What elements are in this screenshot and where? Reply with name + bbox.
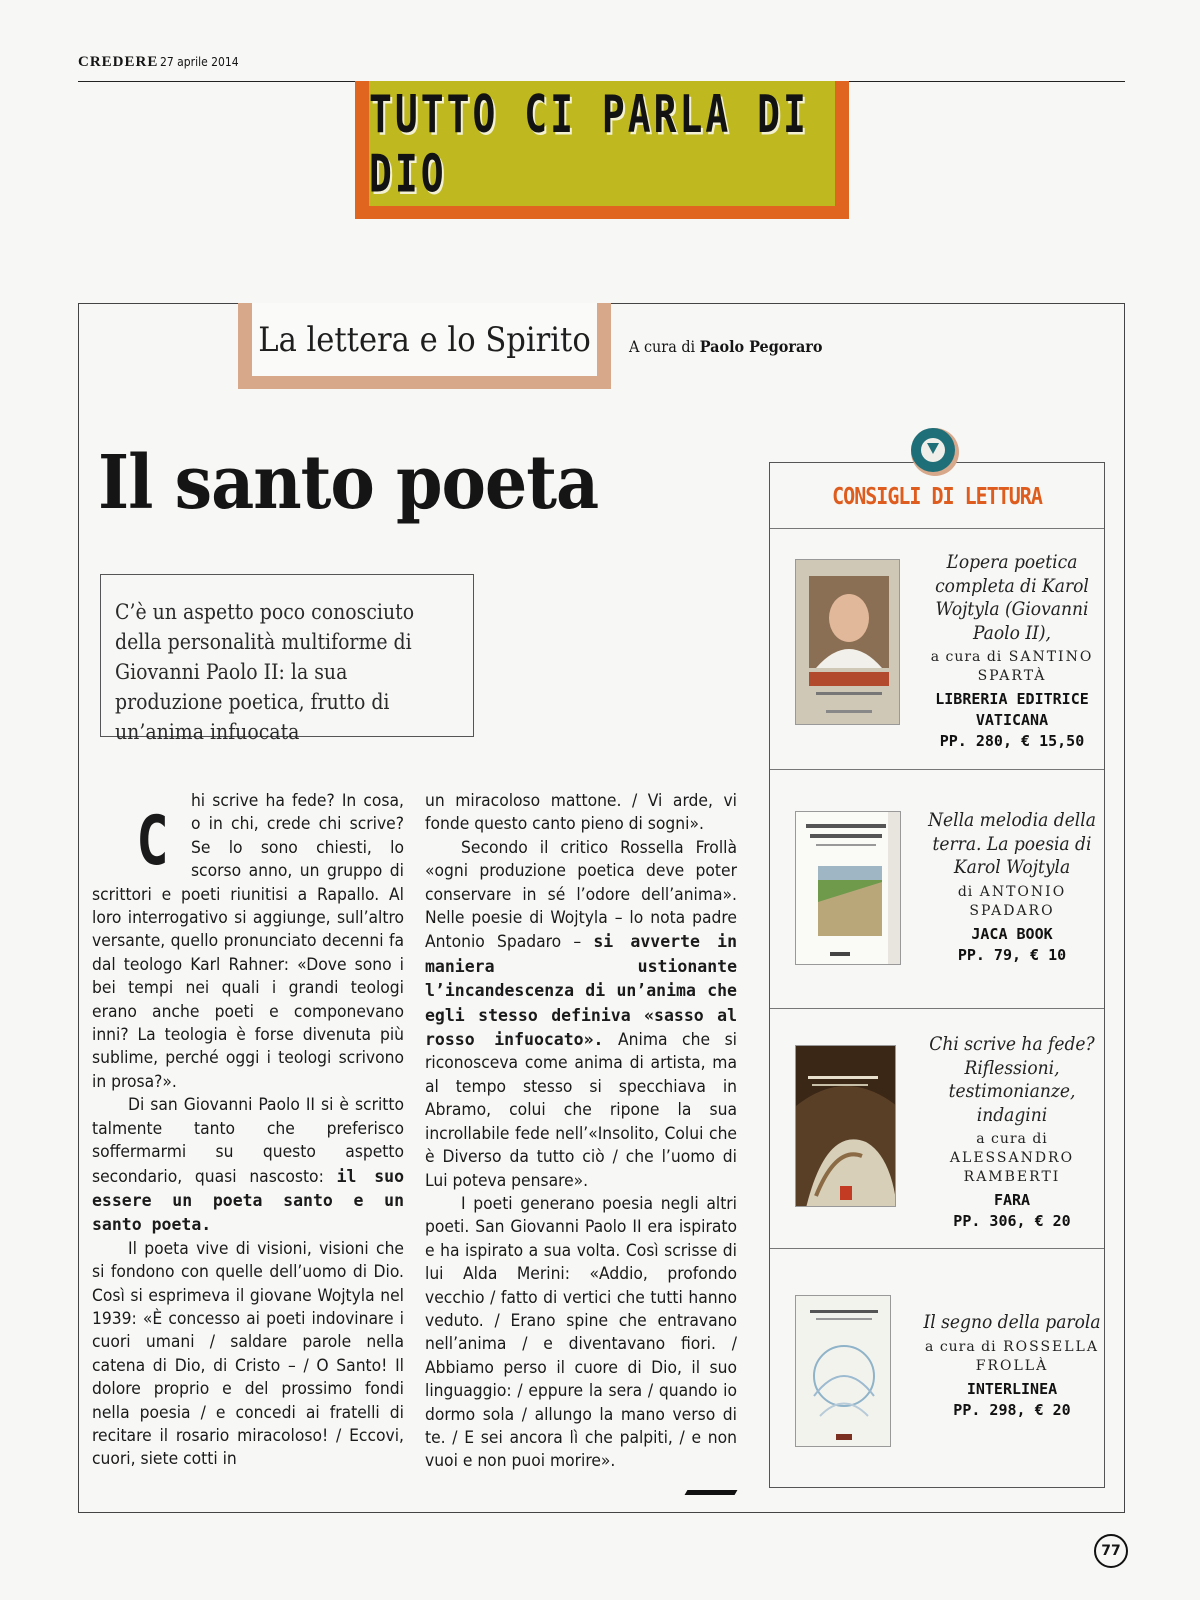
curator-prefix: A cura di — [629, 337, 696, 356]
body-paragraph: Il poeta vive di visioni, visioni che si fondono con quelle dell’uomo di Dio. Così si esprimeva il giovane Wojtyla nel 1939: «È concesso ai poeti indovinare i cuori umani / saldare parole nella catena di Dio, di Cristo – / O Santo! Il dolore proprio e del prossimo fondi nella poesia / e concedi ai fratelli di recitare il rosario miracoloso! / Eccovi, cuori, siete cotti in — [92, 1238, 404, 1470]
body-paragraph: I poeti generano poesia negli altri poeti. San Giovanni Paolo II era ispirato e ha ispirato a sua volta. Così scrisse di lui Alda Merini: «Addio, profondo vecchio / fatto di vertici che tutti hanno veduto. / Erano spine che entravano nell’anima / e diventavano fiori. / Abbiamo perso il cuore di Dio, il suo linguaggio: / eppure la sera / quando io dormo sola / allungo la mano verso di te. / E sei ancora lì che palpiti, / e non vuoi e non puoi morire». — [425, 1193, 737, 1472]
book-info — [918, 1033, 1106, 1232]
body-column-1 — [92, 790, 404, 1472]
book-cover — [795, 1045, 896, 1207]
body-paragraph — [92, 790, 404, 1094]
book-publisher: FARA — [993, 1191, 1031, 1209]
cathedral-icon — [796, 1046, 896, 1207]
end-of-article-mark — [685, 1490, 738, 1495]
book-price: PP. 298, € 20 — [953, 1400, 1071, 1419]
divider — [770, 1248, 1104, 1249]
book-price: PP. 280, € 15,50 — [939, 732, 1085, 750]
book-price: PP. 306, € 20 — [953, 1212, 1071, 1230]
book-cover — [795, 1295, 891, 1447]
standfirst: C’è un aspetto poco conosciuto della personalità multiforme di Giovanni Paolo II: la sua produzione poetica, frutto di un’anima infuocata — [100, 574, 474, 737]
book-cover — [795, 559, 900, 725]
book-info — [918, 1311, 1106, 1421]
body-paragraph: un miracoloso mattone. / Vi arde, vi fonde questo canto pieno di sogni». — [425, 791, 737, 835]
book-publisher: INTERLINEA — [966, 1379, 1058, 1398]
book-price: PP. 79, € 10 — [957, 945, 1067, 964]
divider — [770, 769, 1104, 770]
paragraph-text: Di san Giovanni Paolo II si è scritto talmente tanto che preferisco soffermarmi su questo aspetto secondario, quasi nascosto: — [92, 1095, 404, 1187]
book-title: L’opera poetica completa di Karol Wojtyla (Giovanni Paolo II), — [935, 551, 1089, 644]
reading-tips-box — [769, 462, 1105, 1488]
book-title: Nella melodia della terra. La poesia di Karol Wojtyla — [928, 809, 1096, 878]
book-curator: a cura di SANTINO SPARTÀ — [930, 649, 1094, 684]
highlight-text: il suo essere un poeta santo e un santo poeta. — [92, 1166, 405, 1235]
portrait-icon — [796, 560, 900, 725]
book-curator: a cura di ALESSANDRO RAMBERTI — [949, 1131, 1075, 1185]
page-number — [1094, 1534, 1128, 1568]
body-column-2 — [425, 790, 737, 1474]
drop-cap: C — [136, 802, 169, 881]
download-arrow-icon — [911, 428, 959, 476]
book-publisher: JACA BOOK — [971, 924, 1053, 943]
book-info — [918, 551, 1106, 752]
reading-tips-title: CONSIGLI DI LETTURA — [832, 481, 1042, 510]
highlight-text: si avverte in maniera ustionante l’incandescenza di un’anima che egli stesso definiva «sasso al rosso infuocato». — [425, 932, 738, 1050]
page-number-text: 77 — [1101, 1543, 1121, 1559]
section-banner — [355, 81, 849, 219]
curator-name: Paolo Pegoraro — [699, 337, 823, 356]
book-art-icon — [796, 1296, 891, 1447]
book-publisher: LIBRERIA EDITRICE VATICANA — [935, 690, 1089, 729]
body-paragraph — [92, 1094, 404, 1237]
magazine-name: CREDERE — [78, 54, 159, 70]
column-name: La lettera e lo Spirito — [258, 319, 591, 360]
divider — [770, 1008, 1104, 1009]
book-title: Chi scrive ha fede? Riflessioni, testimonianze, indagini — [929, 1033, 1095, 1126]
banner-title: TUTTO CI PARLA DI DIO — [369, 84, 809, 203]
book-cover — [795, 811, 901, 965]
book-curator: a cura di ROSSELLA FROLLÀ — [925, 1338, 1099, 1374]
column-tab — [238, 303, 611, 389]
article-title: Il santo poeta — [98, 440, 599, 526]
book-title: Il segno della parola — [923, 1311, 1101, 1333]
column-curator — [629, 337, 822, 356]
paragraph-text: Secondo il critico Rossella Frollà «ogni produzione poetica deve poter conservare in sé l’odore dell’anima». Nelle poesie di Wojtyla – lo nota padre Antonio Spadaro – — [425, 837, 737, 953]
paragraph-text: hi scrive ha fede? In cosa, o in chi, crede chi scrive? Se lo sono chiesti, lo scorso anno, un gruppo di scrittori e poeti riunitisi a Rapallo. Al loro interrogativo si aggiunge, sull’altro versante, quello pronunciato decenni fa dal teologo Karl Rahner: «Dove sono i bei tempi nei quali i grandi teologi erano anche poeti e componevano inni? La teologia è forse divenuta più sublime, perché oggi i teologi scrivono in prosa?». — [92, 791, 404, 1092]
paragraph-text: Anima che si riconosceva come anima di artista, ma al tempo stesso si specchiava in Abramo, colui che ripone la sua incrollabile fede nell’«Insolito, Colui che è Diverso da tutto ciò / che l’uomo di Lui poteva pensare». — [425, 1030, 737, 1191]
landscape-icon — [796, 812, 901, 965]
book-curator: di ANTONIO SPADARO — [957, 883, 1067, 919]
book-info — [918, 809, 1106, 966]
running-header — [78, 50, 1125, 82]
issue-date: 27 aprile 2014 — [160, 55, 239, 69]
body-paragraph — [425, 837, 737, 1193]
